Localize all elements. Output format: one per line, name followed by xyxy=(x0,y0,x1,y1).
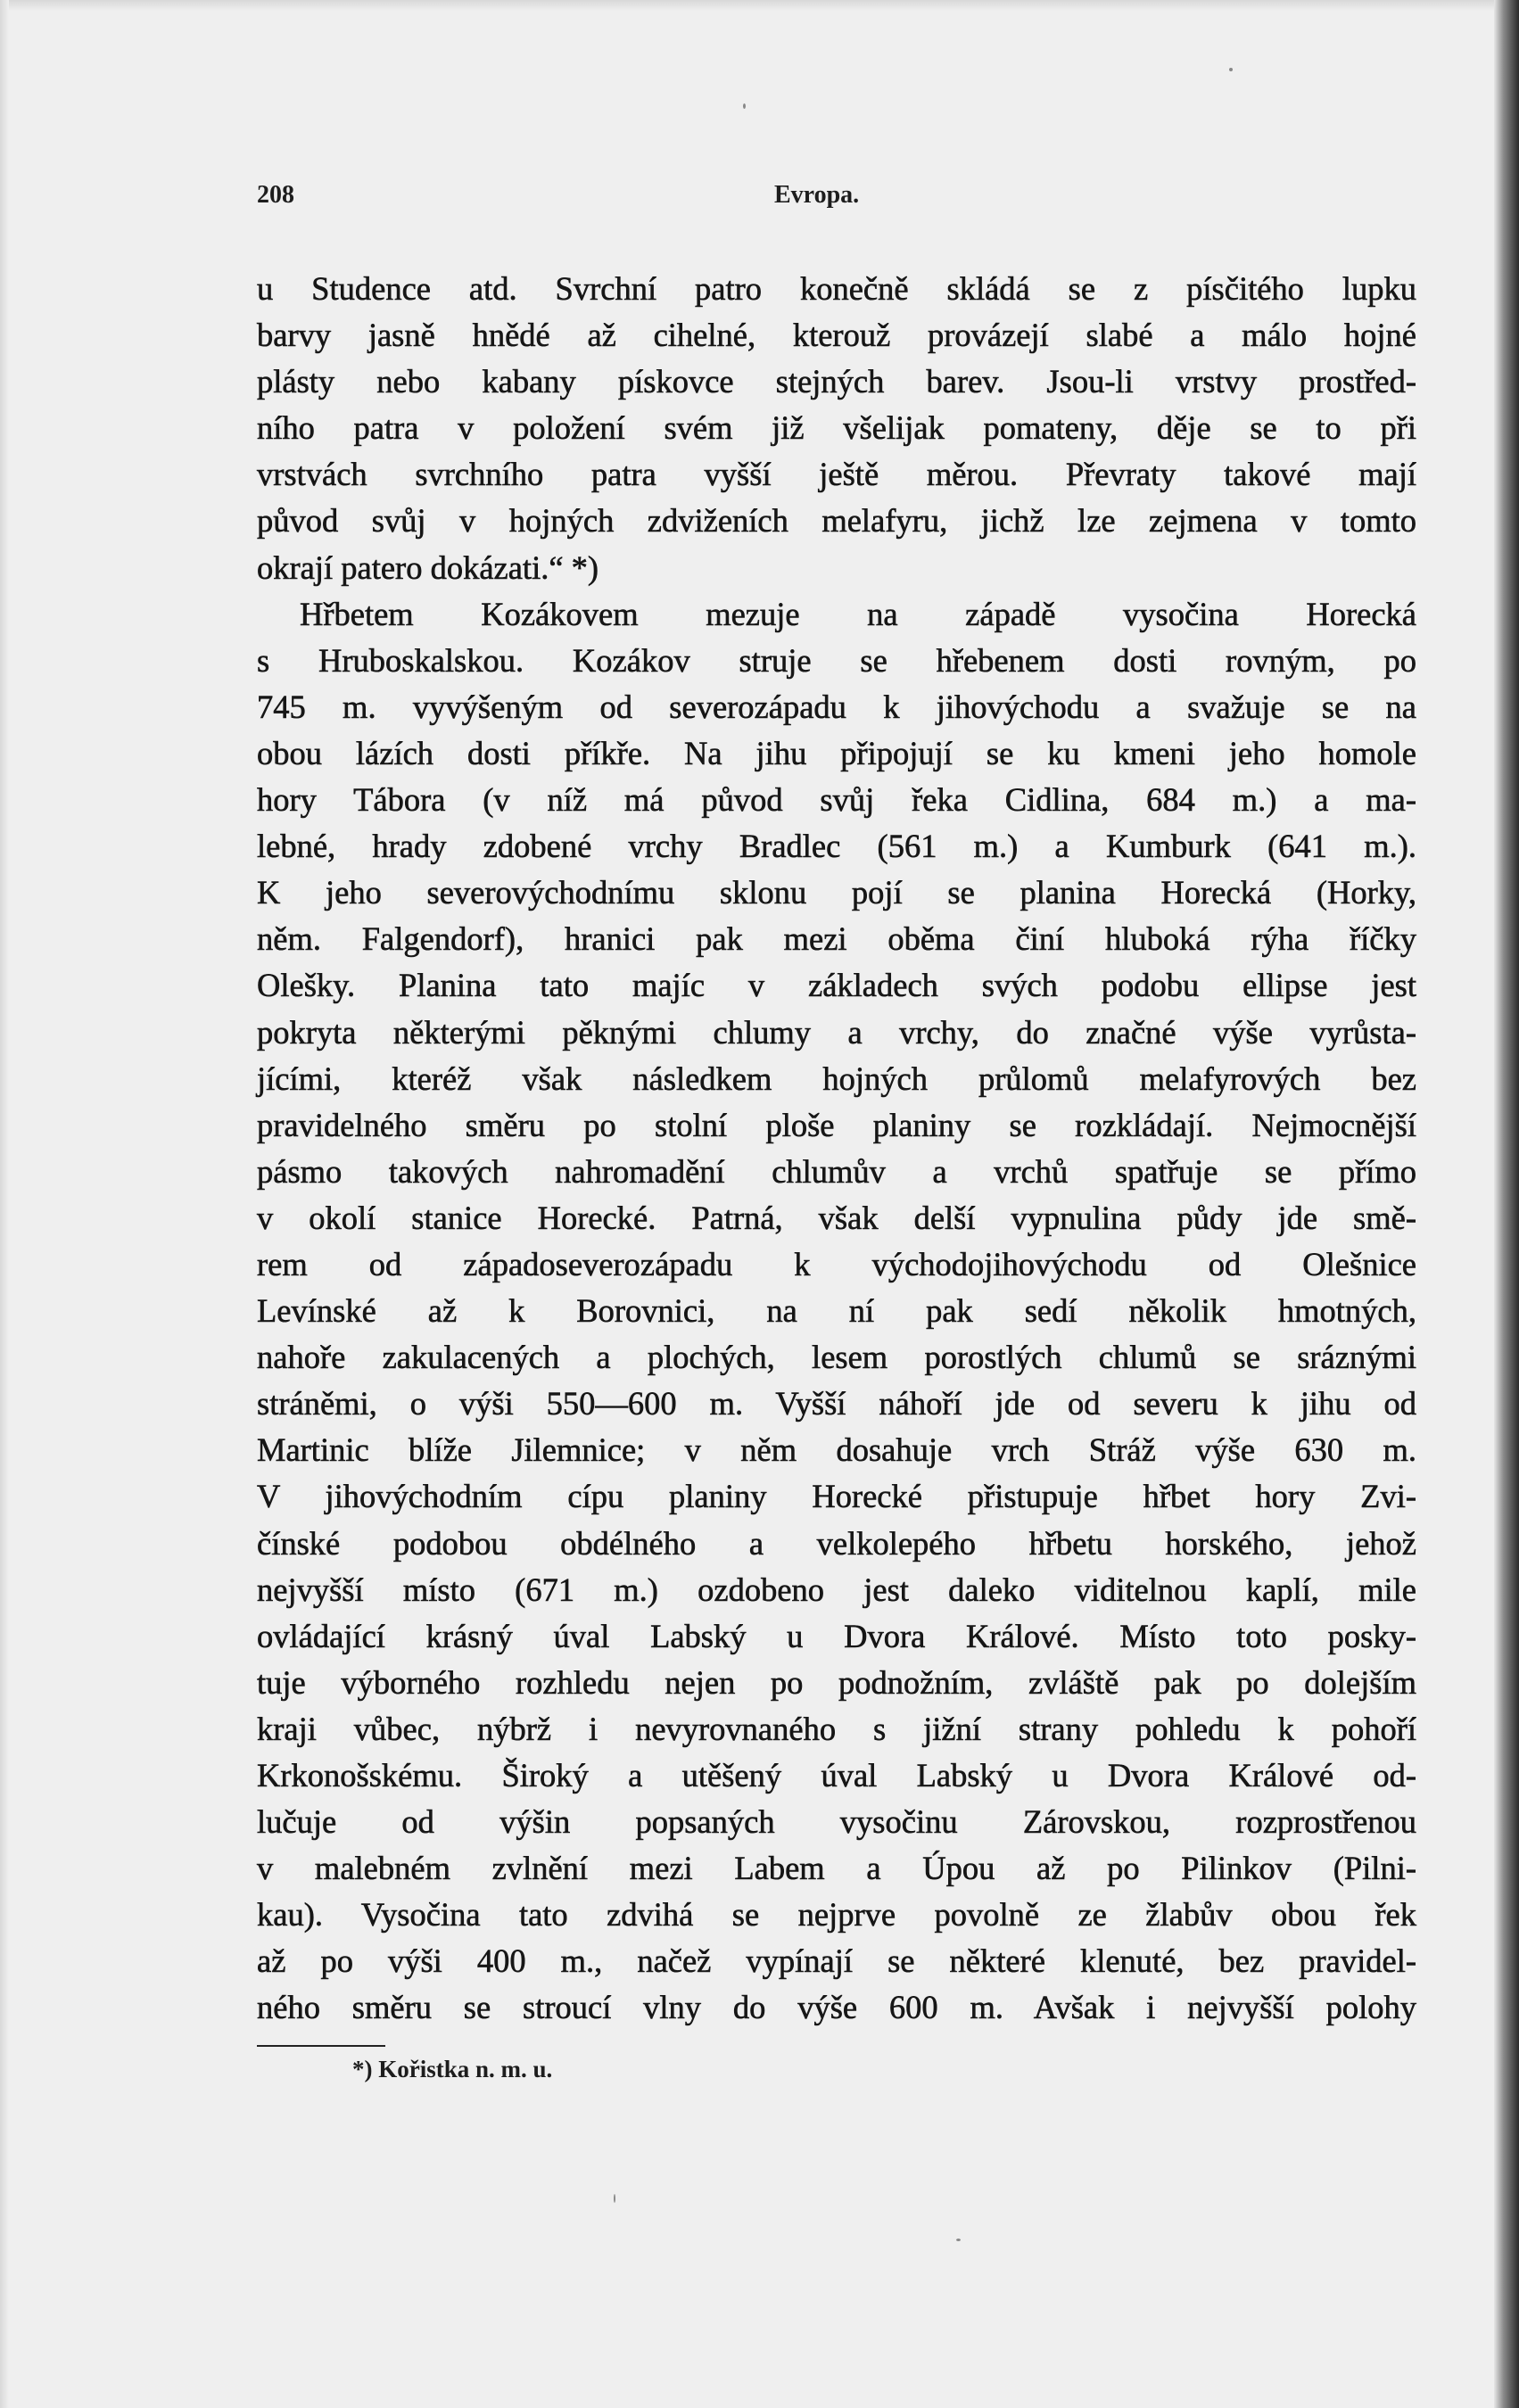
text-line: tuje výborného rozhledu nejen po podnožním, zvláště pak po dolejším xyxy=(257,1663,1416,1701)
text-line: nahoře zakulacených a plochých, lesem porostlých chlumů se sráznými xyxy=(257,1339,1416,1376)
text-line: nejvyšší místo (671 m.) ozdobeno jest daleko viditelnou kaplí, mile xyxy=(257,1571,1416,1608)
body-text xyxy=(257,266,1416,2032)
text-line: něm. Falgendorf), hranici pak mezi oběma činí hluboká rýha říčky xyxy=(257,920,1416,958)
footnote: *) Kořistka n. m. u. xyxy=(352,2056,553,2082)
scan-speck xyxy=(743,103,746,109)
page-right-edge-shadow xyxy=(1494,0,1519,2408)
text-line: plásty nebo kabany pískovce stejných barev. Jsou-li vrstvy prostřed- xyxy=(257,363,1416,400)
text-line: jícími, kteréž však následkem hojných průlomů melafyrových bez xyxy=(257,1060,1416,1097)
page-left-edge-shadow xyxy=(0,0,9,2408)
page-top-edge-shadow xyxy=(0,0,1519,11)
text-line: lučuje od výšin popsaných vysočinu Zárovskou, rozprostřenou xyxy=(257,1803,1416,1841)
text-line: kraji vůbec, nýbrž i nevyrovnaného s jižní strany pohledu k pohoří xyxy=(257,1710,1416,1747)
running-header xyxy=(257,174,1416,219)
text-line: až po výši 400 m., načež vypínají se některé klenuté, bez pravidel- xyxy=(257,1942,1416,1980)
paragraph-start-line: Hřbetem Kozákovem mezuje na západě vysočina Horecká xyxy=(300,595,1416,632)
text-line: Levínské až k Borovnici, na ní pak sedí několik hmotných, xyxy=(257,1292,1416,1330)
text-line: v malebném zvlnění mezi Labem a Úpou až po Pilinkov (Pilni- xyxy=(257,1850,1416,1887)
text-line: ního patra v položení svém již všelijak pomateny, děje se to při xyxy=(257,409,1416,447)
text-line: V jihovýchodním cípu planiny Horecké přistupuje hřbet hory Zvi- xyxy=(257,1478,1416,1515)
running-title: Evropa. xyxy=(774,181,860,209)
text-line: Martinic blíže Jilemnice; v něm dosahuje vrch Stráž výše 630 m. xyxy=(257,1431,1416,1469)
scan-speck xyxy=(1229,68,1233,71)
text-line: 745 m. vyvýšeným od severozápadu k jihovýchodu a svažuje se na xyxy=(257,688,1416,725)
text-line: v okolí stanice Horecké. Patrná, však delší vypnulina půdy jde smě- xyxy=(257,1199,1416,1236)
text-line: vrstvách svrchního patra vyšší ještě měrou. Převraty takové mají xyxy=(257,456,1416,493)
text-line: hory Tábora (v níž má původ svůj řeka Cidlina, 684 m.) a ma- xyxy=(257,781,1416,819)
text-line: u Studence atd. Svrchní patro konečně skládá se z písčitého lupku xyxy=(257,270,1416,307)
text-line: původ svůj v hojných zdviženích melafyru, jichž lze zejmena v tomto xyxy=(257,502,1416,540)
text-line: stráněmi, o výši 550—600 m. Vyšší náhoří jde od severu k jihu od xyxy=(257,1385,1416,1423)
text-line: rem od západoseverozápadu k východojihovýchodu od Olešnice xyxy=(257,1245,1416,1282)
text-line: s Hruboskalskou. Kozákov struje se hřebenem dosti rovným, po xyxy=(257,641,1416,679)
text-line: čínské podobou obdélného a velkolepého hřbetu horského, jehož xyxy=(257,1524,1416,1562)
text-line: kau). Vysočina tato zdvihá se nejprve povolně ze žlabův obou řek xyxy=(257,1896,1416,1934)
text-line: Olešky. Planina tato majíc v základech svých podobu ellipse jest xyxy=(257,967,1416,1004)
text-line: ného směru se stroucí vlny do výše 600 m. Avšak i nejvyšší polohy xyxy=(257,1989,1416,2026)
footnote-divider xyxy=(257,2045,385,2047)
text-line: obou lázích dosti příkře. Na jihu připojují se ku kmeni jeho homole xyxy=(257,734,1416,771)
text-line: ovládající krásný úval Labský u Dvora Králové. Místo toto posky- xyxy=(257,1617,1416,1654)
text-line: pravidelného směru po stolní ploše planiny se rozkládají. Nejmocnější xyxy=(257,1106,1416,1143)
text-line: K jeho severovýchodnímu sklonu pojí se planina Horecká (Horky, xyxy=(257,874,1416,911)
text-line: okrají patero dokázati.“ *) xyxy=(257,548,599,586)
scan-speck xyxy=(614,2194,615,2203)
scan-speck xyxy=(956,2239,961,2241)
page-number: 208 xyxy=(257,181,294,209)
text-line: pokryta některými pěknými chlumy a vrchy, do značné výše vyrůsta- xyxy=(257,1013,1416,1051)
text-line: Krkonošskému. Široký a utěšený úval Labský u Dvora Králové od- xyxy=(257,1757,1416,1794)
text-line: barvy jasně hnědé až cihelné, kterouž provázejí slabé a málo hojné xyxy=(257,317,1416,354)
text-line: lebné, hrady zdobené vrchy Bradlec (561 m.) a Kumburk (641 m.). xyxy=(257,828,1416,865)
text-line: pásmo takových nahromadění chlumův a vrchů spatřuje se přímo xyxy=(257,1152,1416,1190)
